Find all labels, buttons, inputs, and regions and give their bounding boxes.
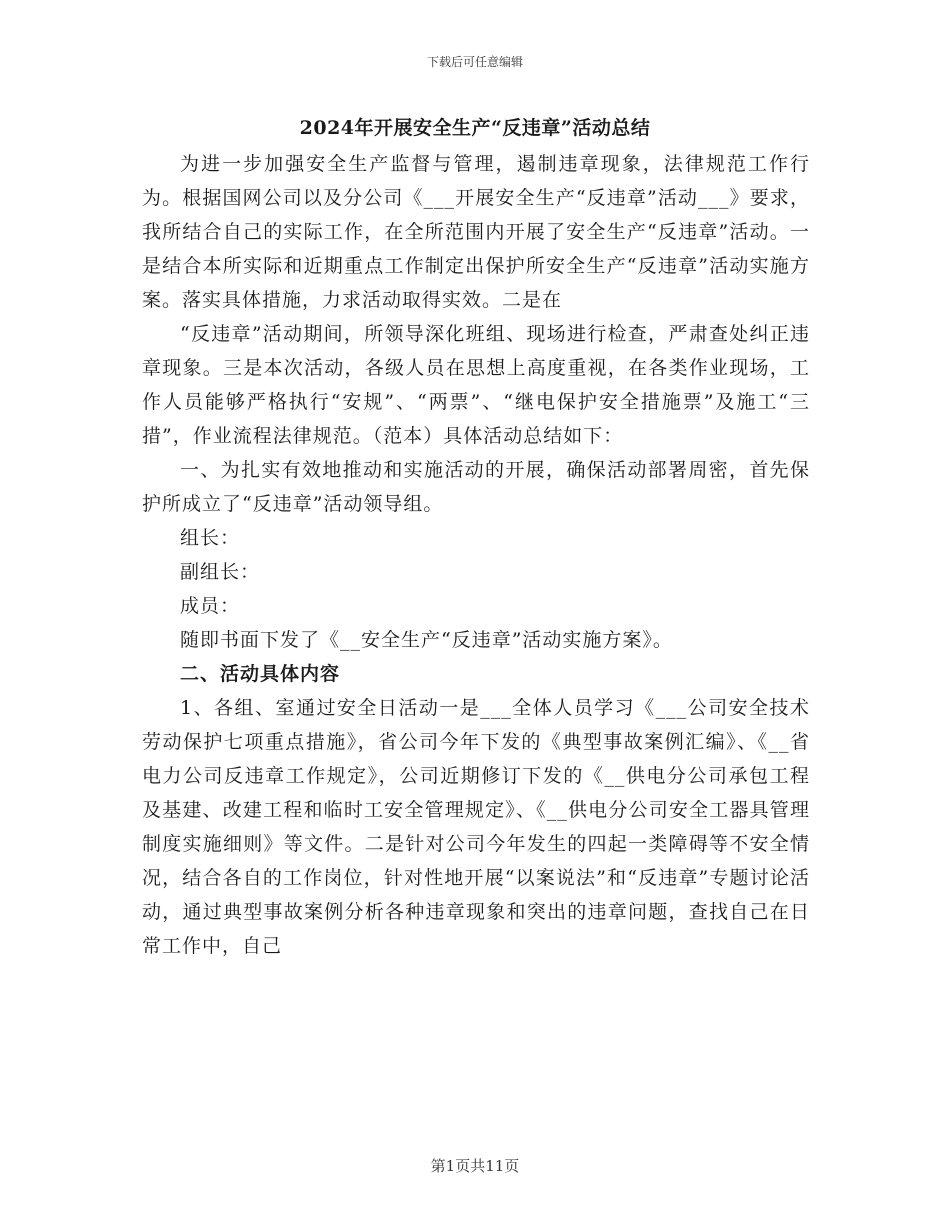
page-footer: 第1页共11页	[430, 1157, 520, 1175]
section-heading-two: 二、活动具体内容	[180, 663, 341, 685]
paragraph-members: 成员：	[180, 595, 241, 617]
paragraph-item-one: 1、各组、室通过安全日活动一是___全体人员学习《___公司安全技术劳动保护七项重点措施》，省公司今年下发的《典型事故案例汇编》、《__省电力公司反违章工作规定》，公司近期修订下发的《__供电分公司承包工程及基建、改建工程和临时工安全管理规定》、《__供电分公司安全工器具管理制度实施细则》等文件。二是针对公司今年发生的四起一类障碍等不安全情况，结合各自的工作岗位，针对性地开展“以案说法”和“反违章”专题讨论活动，通过典型事故案例分析各种违章现象和突出的违章问题，查找自己在日常工作中，自己	[142, 697, 810, 957]
paragraph-activity-period: “反违章”活动期间，所领导深化班组、现场进行检查，严肃查处纠正违章现象。三是本次活动，各级人员在思想上高度重视，在各类作业现场，工作人员能够严格执行“安规”、“两票”、“继电保护安全措施票”及施工“三措”，作业流程法律规范。（范本）具体活动总结如下：	[142, 323, 810, 447]
paragraph-deputy-leader: 副组长：	[180, 561, 261, 583]
header-note: 下载后可任意编辑	[426, 55, 523, 69]
paragraph-intro: 为进一步加强安全生产监督与管理，遏制违章现象，法律规范工作行为。根据国网公司以及分公司《___开展安全生产“反违章”活动___》要求，我所结合自己的实际工作，在全所范围内开展了安全生产“反违章”活动。一是结合本所实际和近期重点工作制定出保护所安全生产“反违章”活动实施方案。落实具体措施，力求活动取得实效。二是在	[142, 153, 810, 311]
paragraph-section-one: 一、为扎实有效地推动和实施活动的开展，确保活动部署周密，首先保护所成立了“反违章”活动领导组。	[142, 459, 810, 515]
document-body	[142, 147, 810, 963]
paragraph-plan-issued: 随即书面下发了《__安全生产“反违章”活动实施方案》。	[180, 629, 673, 651]
document-title: 2024年开展安全生产“反违章”活动总结	[299, 117, 651, 139]
paragraph-leader: 组长：	[180, 527, 241, 549]
